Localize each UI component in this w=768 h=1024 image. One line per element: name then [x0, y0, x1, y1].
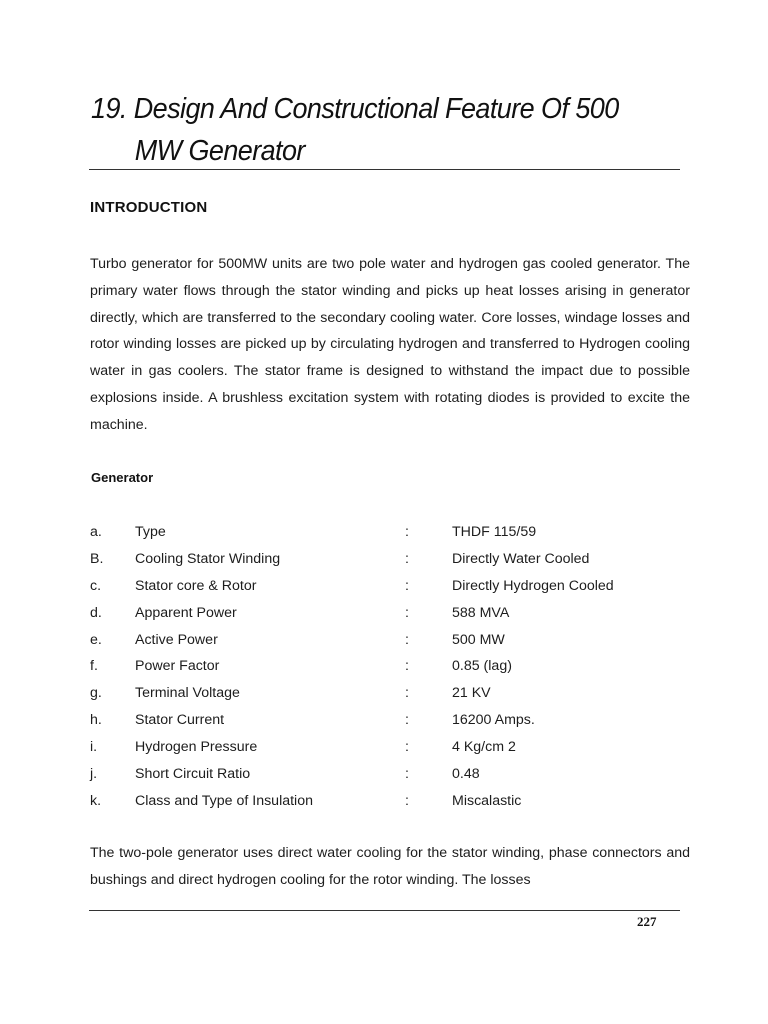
spec-label: Hydrogen Pressure	[135, 739, 258, 756]
spec-value: Miscalastic	[452, 792, 522, 809]
spec-label: Active Power	[135, 631, 218, 648]
spec-row	[90, 546, 690, 573]
spec-label: Stator Current	[135, 712, 225, 729]
spec-label: Type	[135, 524, 166, 540]
spec-key: j.	[90, 766, 98, 783]
title-line-1: 19. Design And Constructional Feature Of 500	[91, 93, 619, 125]
spec-label: Cooling Stator Winding	[135, 550, 281, 567]
spec-value: THDF 115/59	[452, 524, 537, 540]
spec-separator: :	[405, 766, 409, 783]
spec-separator: :	[405, 604, 409, 621]
spec-key: i.	[90, 739, 98, 756]
spec-row	[90, 788, 690, 815]
spec-row	[90, 627, 690, 654]
spec-label: Terminal Voltage	[135, 685, 240, 702]
spec-value: 0.85 (lag)	[452, 658, 512, 675]
spec-separator: :	[405, 524, 409, 540]
spec-separator: :	[405, 550, 409, 567]
spec-separator: :	[405, 739, 409, 756]
spec-key: f.	[90, 658, 98, 675]
sub-heading-generator: Generator	[91, 470, 154, 485]
spec-key: e.	[90, 631, 102, 648]
footer-divider	[89, 910, 680, 911]
spec-separator: :	[405, 712, 409, 729]
spec-label: Power Factor	[135, 658, 220, 675]
spec-row	[90, 761, 690, 788]
spec-key: g.	[90, 685, 102, 702]
spec-value: 4 Kg/cm 2	[452, 739, 516, 756]
spec-label: Apparent Power	[135, 604, 237, 621]
intro-paragraph: Turbo generator for 500MW units are two pole water and hydrogen gas cooled generator. The primary water flows through the stator winding and picks up heat losses arising in generator directly, which are transferred to the secondary cooling water. Core losses, windage losses and rotor winding losses are picked up by circulating hydrogen and transferred to Hydrogen cooling water in gas coolers. The stator frame is designed to withstand the impact due to possible explosions inside. A brushless excitation system with rotating diodes is provided to excite the machine.	[90, 256, 690, 433]
spec-row	[90, 519, 690, 546]
spec-row	[90, 600, 690, 627]
page-title	[91, 88, 649, 172]
spec-label: Stator core & Rotor	[135, 577, 257, 594]
spec-separator: :	[405, 685, 409, 702]
spec-value: 21 KV	[452, 685, 491, 702]
spec-key: k.	[90, 792, 102, 809]
spec-label: Class and Type of Insulation	[135, 792, 313, 809]
spec-value: 0.48	[452, 766, 480, 783]
spec-row	[90, 573, 690, 600]
title-divider	[89, 169, 680, 170]
spec-separator: :	[405, 577, 409, 594]
spec-value: Directly Water Cooled	[452, 550, 590, 567]
spec-separator: :	[405, 792, 409, 809]
spec-row	[90, 653, 690, 680]
spec-key: c.	[90, 577, 102, 594]
page-number: 227	[637, 914, 657, 929]
spec-key: a.	[90, 524, 102, 540]
spec-value: 16200 Amps.	[452, 712, 535, 729]
section-heading-introduction: INTRODUCTION	[90, 199, 208, 216]
spec-key: d.	[90, 604, 102, 621]
spec-row	[90, 680, 690, 707]
spec-row	[90, 734, 690, 761]
spec-list	[90, 519, 690, 815]
closing-paragraph: The two-pole generator uses direct water cooling for the stator winding, phase connectors and bushings and direct hydrogen cooling for the rotor winding. The losses	[90, 845, 690, 888]
spec-value: Directly Hydrogen Cooled	[452, 577, 614, 594]
spec-row	[90, 707, 690, 734]
spec-separator: :	[405, 658, 409, 675]
spec-separator: :	[405, 631, 409, 648]
spec-key: h.	[90, 712, 102, 729]
spec-value: 588 MVA	[452, 604, 510, 621]
spec-value: 500 MW	[452, 631, 505, 648]
spec-key: B.	[90, 550, 104, 567]
spec-label: Short Circuit Ratio	[135, 766, 251, 783]
title-line-2: MW Generator	[134, 135, 305, 167]
